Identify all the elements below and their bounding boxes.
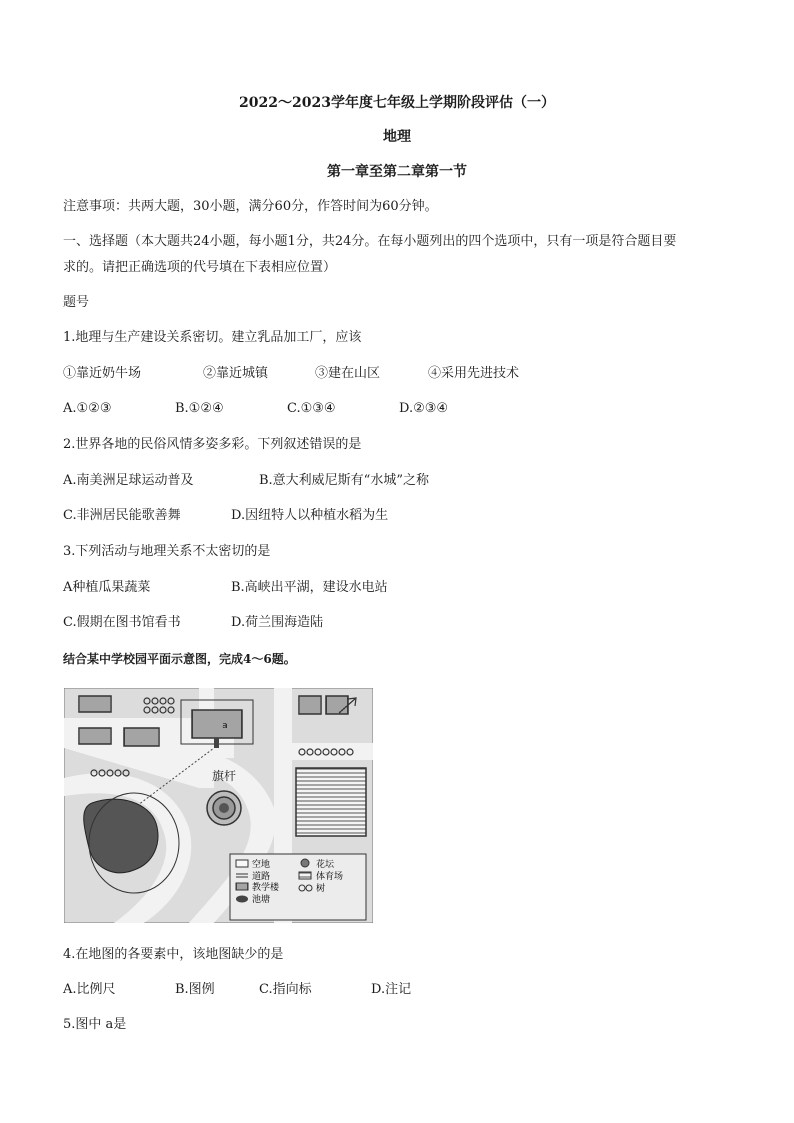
q2-option-c[interactable]: C.非洲居民能歌善舞 — [63, 508, 181, 523]
q1-option-a[interactable]: A.①②③ — [63, 401, 112, 416]
notice-text: 注意事项：共两大题，30小题，满分60分，作答时间为60分钟。 — [63, 199, 438, 214]
legend-flower-bed: 花坛 — [316, 860, 335, 870]
q1-item-2: ②靠近城镇 — [203, 366, 269, 381]
q1-item-3: ③建在山区 — [315, 366, 381, 381]
q4-option-c[interactable]: C.指向标 — [259, 982, 312, 997]
question-2-stem: 2.世界各地的民俗风情多姿多彩。下列叙述错误的是 — [63, 437, 362, 452]
legend-tree: 树 — [316, 884, 326, 894]
flagpole-label: 旗杆 — [212, 769, 237, 783]
point-a-label: a — [222, 721, 228, 731]
q4-option-d[interactable]: D.注记 — [371, 982, 412, 997]
q3-option-d[interactable]: D.荷兰围海造陆 — [231, 615, 324, 630]
subject-title: 地理 — [383, 129, 411, 145]
q4-option-a[interactable]: A.比例尺 — [63, 982, 116, 997]
q2-option-b[interactable]: B.意大利威尼斯有“水城”之称 — [259, 473, 429, 488]
exam-title: 2022～2023学年度七年级上学期阶段评估（一） — [239, 95, 555, 111]
question-5-stem: 5.图中 a是 — [63, 1017, 127, 1032]
q1-option-c[interactable]: C.①③④ — [287, 401, 336, 416]
q1-item-1: ①靠近奶牛场 — [63, 366, 142, 381]
question-3-stem: 3.下列活动与地理关系不太密切的是 — [63, 544, 271, 559]
campus-map — [64, 688, 373, 923]
q1-option-d[interactable]: D.②③④ — [399, 401, 449, 416]
map-intro: 结合某中学校园平面示意图，完成4～6题。 — [63, 652, 296, 666]
legend-stadium: 体育场 — [316, 872, 344, 882]
section-intro-line2: 求的。请把正确选项的代号填在下表相应位置） — [63, 260, 337, 275]
question-1-stem: 1.地理与生产建设关系密切。建立乳品加工厂，应该 — [63, 330, 362, 345]
legend-open-space: 空地 — [252, 860, 271, 870]
q2-option-a[interactable]: A.南美洲足球运动普及 — [63, 473, 194, 488]
section-intro-line1: 一、选择题（本大题共24小题，每小题1分，共24分。在每小题列出的四个选项中，只有一项是符合题目要 — [63, 234, 677, 249]
legend-pond: 池塘 — [252, 895, 271, 905]
legend-teaching-building: 教学楼 — [252, 883, 280, 893]
question-4-stem: 4.在地图的各要素中，该地图缺少的是 — [63, 947, 284, 962]
q4-option-b[interactable]: B.图例 — [175, 982, 215, 997]
q3-option-a[interactable]: A种植瓜果蔬菜 — [63, 580, 151, 595]
q2-option-d[interactable]: D.因纽特人以种植水稻为生 — [231, 508, 389, 523]
q3-option-c[interactable]: C.假期在图书馆看书 — [63, 615, 181, 630]
q3-option-b[interactable]: B.高峡出平湖，建设水电站 — [231, 580, 388, 595]
chapter-scope: 第一章至第二章第一节 — [327, 164, 467, 180]
answer-table-label: 题号 — [63, 295, 90, 310]
legend-road: 道路 — [252, 872, 271, 882]
q1-option-b[interactable]: B.①②④ — [175, 401, 224, 416]
q1-item-4: ④采用先进技术 — [428, 366, 520, 381]
